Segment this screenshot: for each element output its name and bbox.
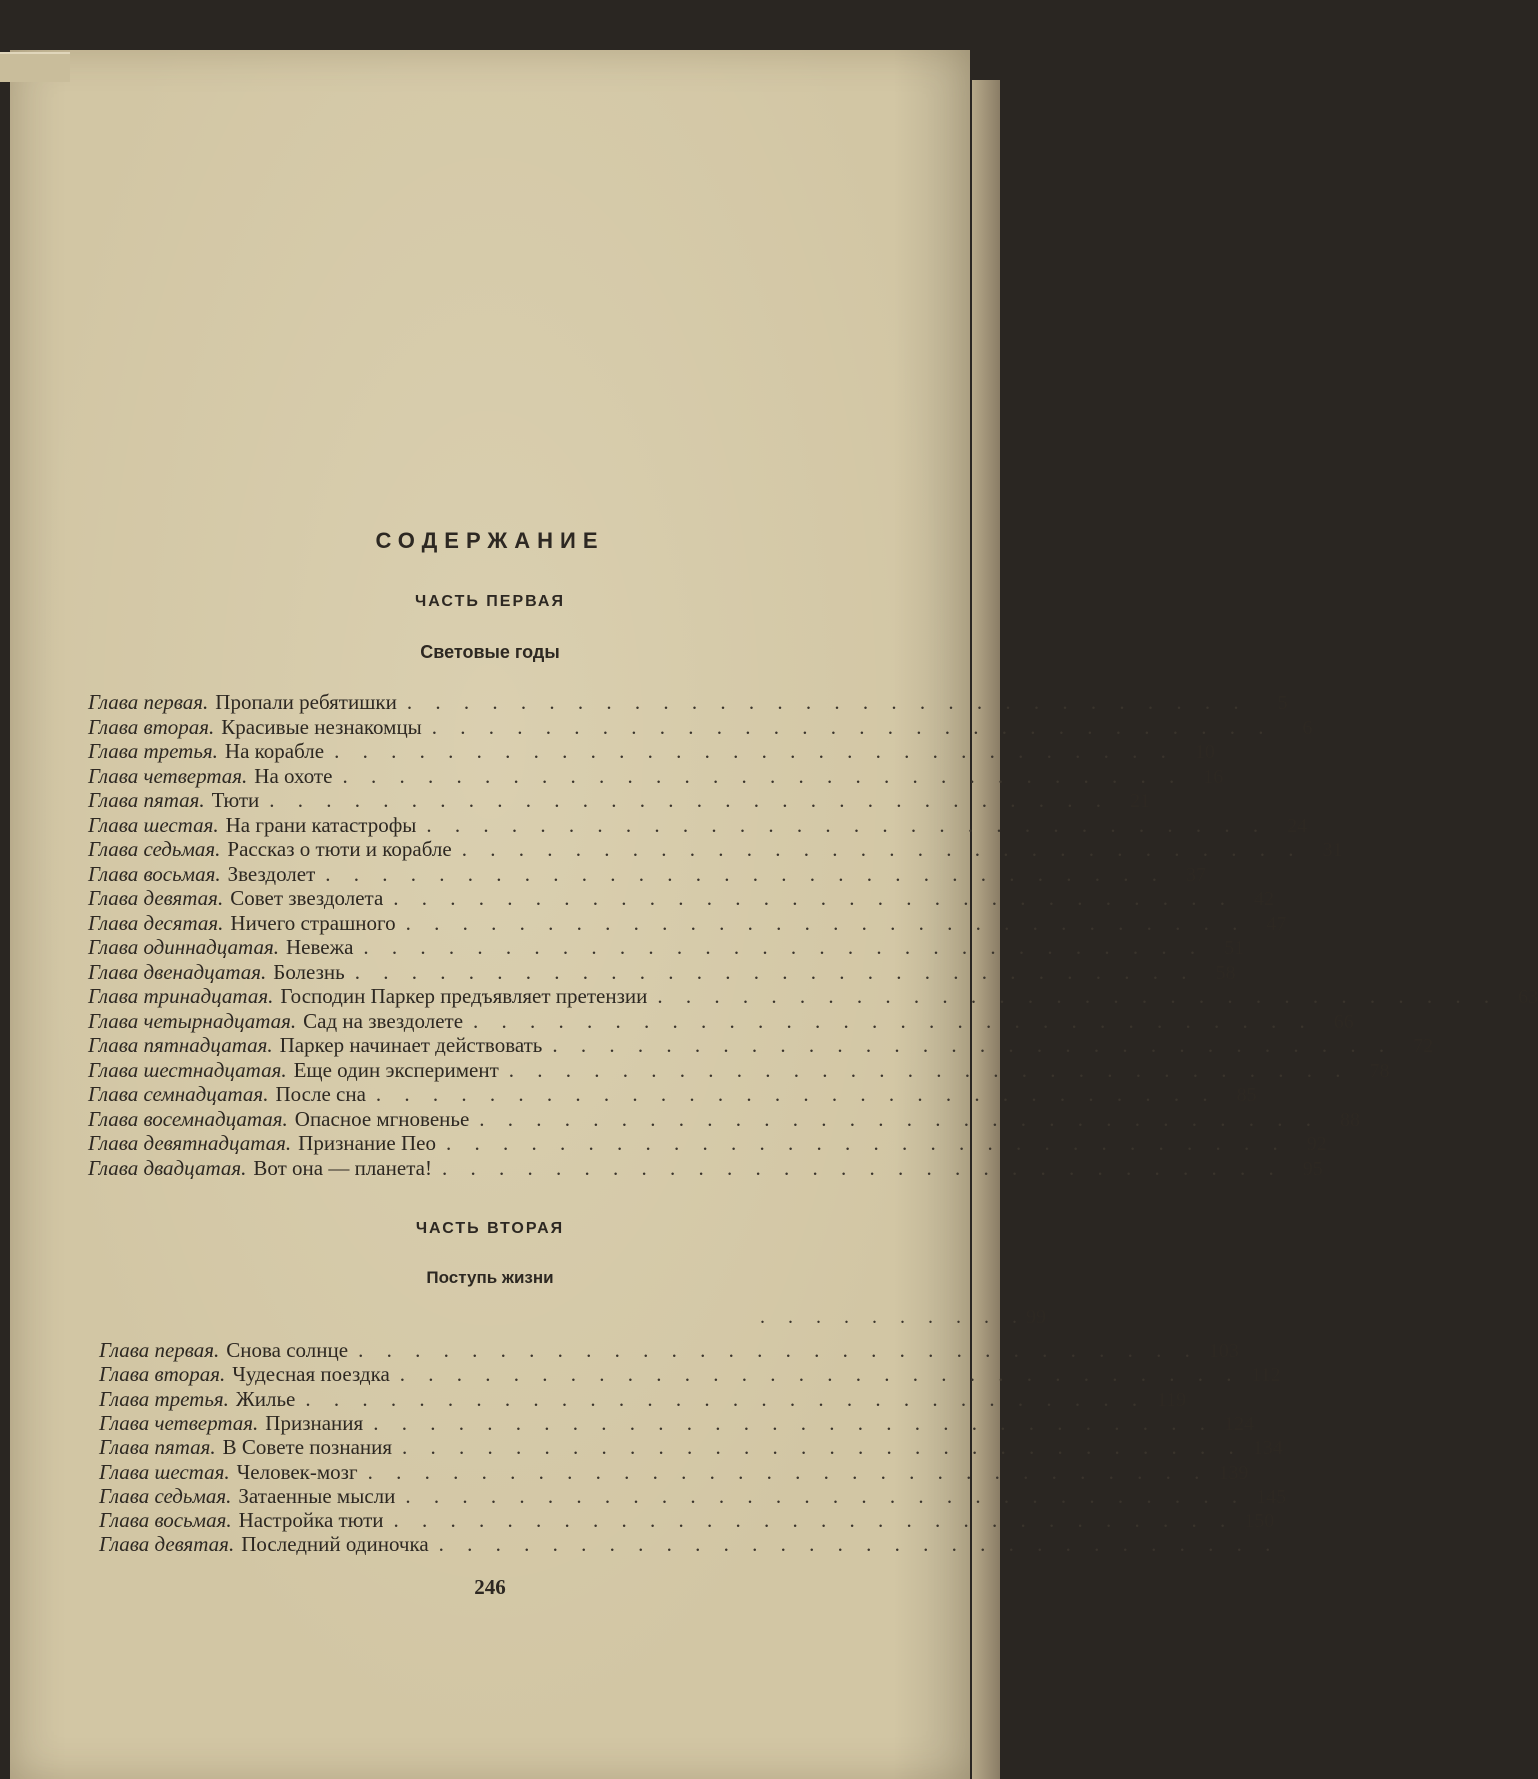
leader-dots: . . . . . . . . . . . . . . . . . . . . . . . . . . . . . .	[393, 1508, 1235, 1533]
leader-dots: . . . . . . . . . . . . . . . . . . . . . . . . . . . . . .	[473, 1008, 1314, 1033]
toc-page: 88	[1340, 1108, 1361, 1131]
toc-page: 139	[1218, 1461, 1249, 1484]
leader-dots: . . . . . . . . . . . . . . . . . . . . . . . . . . . . . .	[402, 1435, 1243, 1460]
chapter-label: Глава восьмая.	[88, 861, 221, 886]
leader-dots: . . . . . . . . . . . . . . . . . . . . . . . . . . . . . .	[461, 837, 1303, 861]
toc-page: 58	[1215, 961, 1236, 984]
toc-page: 78	[1369, 1059, 1390, 1082]
toc-entry	[99, 1459, 1249, 1486]
chapter-title: Затаенные мысли	[238, 1483, 396, 1508]
toc-entry	[88, 1131, 1327, 1157]
toc-entry	[99, 1410, 1254, 1437]
toc-entry	[88, 763, 1224, 790]
leader-dots: . . . . . . . . . . . . . . . . . . . . . . . . . . . . . .	[334, 739, 1175, 763]
toc-page: 112	[1251, 1364, 1281, 1387]
chapter-title: После сна	[275, 1082, 366, 1106]
chapter-label: Глава девятая.	[99, 1532, 235, 1557]
chapter-label: Глава десятая.	[88, 910, 224, 935]
chapter-label: Глава третья.	[88, 739, 218, 763]
chapter-title: В Совете познания	[222, 1435, 393, 1460]
chapter-title: Рассказ о тюти и корабле	[227, 837, 452, 861]
leader-dots: . . . . . . . . . . . . . . . . . . . . . . . . . . . . . .	[431, 714, 1273, 739]
chapter-title: На грани катастрофы	[225, 812, 417, 837]
page-number: 246	[474, 1575, 506, 1599]
toc-page: 72	[1413, 1035, 1434, 1057]
chapter-label: Глава первая.	[99, 1338, 220, 1362]
chapter-title: Опасное мгновенье	[294, 1106, 470, 1131]
chapter-label: Глава третья.	[99, 1386, 229, 1411]
toc-page: 6	[1302, 716, 1313, 739]
chapter-title: Господин Паркер предъявляет претензии	[280, 984, 648, 1008]
chapter-title: Ничего страшного	[230, 910, 396, 935]
chapter-title: Человек-мозг	[236, 1459, 358, 1484]
chapter-label: Глава седьмая.	[88, 837, 221, 861]
chapter-label: Глава одиннадцатая.	[88, 935, 279, 959]
part-one-title: ЧАСТЬ ПЕРВАЯ	[415, 593, 565, 610]
toc-entry	[99, 1362, 1281, 1388]
leader-dots: . . . . . . . . . . . . . . . . . . . . . . . . . . . . . .	[445, 1131, 1287, 1155]
leader-dots: . . . . . . . . . . . . . . . . . . . . . . . . . . . . . .	[358, 1338, 1199, 1362]
chapter-label: Глава седьмая.	[99, 1483, 232, 1508]
toc-page: 85	[1236, 1084, 1257, 1106]
chapter-title: Совет звездолета	[230, 886, 384, 910]
chapter-label: Глава пятая.	[99, 1435, 216, 1460]
chapter-label: Глава шестая.	[99, 1459, 230, 1484]
toc-entry	[88, 1155, 1323, 1182]
toc-entry	[88, 714, 1313, 741]
chapter-label: Глава шестая.	[88, 812, 219, 837]
toc-page: 124	[1223, 1412, 1254, 1435]
chapter-label: Глава тринадцатая.	[88, 984, 274, 1008]
chapter-label: Глава четвертая.	[88, 763, 248, 788]
leader-dots: . . . . . . . . . . . . . . . . . . . . . . . . . . . . . .	[441, 1155, 1283, 1180]
part-two-title: ЧАСТЬ ВТОРАЯ	[415, 1220, 565, 1237]
toc-entry	[99, 1483, 1287, 1510]
chapter-label: Глава четырнадцатая.	[88, 1008, 297, 1033]
toc-page: 99	[1026, 1306, 1046, 1328]
toc-page: 95	[1302, 1157, 1323, 1180]
toc-entry	[88, 910, 1287, 937]
leader-dots: . . . . . . . . . . . . . . . . . . . . . . . . . . . . . .	[405, 1483, 1247, 1508]
toc-page: 16	[1203, 765, 1224, 788]
toc-page: 5	[1277, 692, 1288, 714]
toc-page: 47	[1266, 912, 1287, 935]
leader-dots: . . . . . . . . . . . . . . . . . . . . . . . . . . . . . .	[393, 886, 1235, 910]
leader-dots: . . . . . . . . . . . . . . . . . . . . . . . . . . . . . .	[438, 1532, 1280, 1557]
chapter-label: Глава вторая.	[88, 714, 215, 739]
chapter-label: Глава пятая.	[88, 788, 205, 812]
chapter-title: Признание Пео	[298, 1131, 436, 1155]
chapter-title: Болезнь	[273, 959, 345, 984]
toc-entry	[88, 935, 1245, 961]
chapter-title: Пропали ребятишки	[215, 690, 397, 714]
toc-entry	[88, 886, 1275, 912]
leader-dots: . . . . . . . . . . . . . . . . . . . . . . . . . . . . . .	[325, 861, 1167, 886]
chapter-label: Глава пятнадцатая.	[88, 1033, 273, 1057]
chapter-title: Настройка тюти	[238, 1508, 384, 1533]
leader-dots: . . . . . . . . . . . . . . . . . . . . . . . . . . . . . .	[657, 984, 1499, 1008]
leader-dots: . . . . . . . . . . . . . . . . . . . . . . . . . . . . . .	[552, 1033, 1394, 1057]
toc-entry	[99, 1532, 1280, 1558]
toc-page: 66	[1333, 1010, 1354, 1033]
toc-entry	[99, 1435, 1283, 1461]
chapter-label: Глава двенадцатая.	[88, 959, 267, 984]
leader-dots: . . . . . . . . . . . . . . . . . . . . . . . . . . . . . .	[405, 910, 1247, 935]
part-one-section-title: Световые годы	[420, 642, 560, 662]
leader-dots: . . . . . . . . . . . . . . . . . . . . . . . . . . . . . .	[479, 1106, 1321, 1131]
leader-dots: . . . . . . . . . . . . . . . . . . . . . . . . . . . . . .	[508, 1057, 1350, 1082]
leader-dots: . . . . . . . . . . . . . . . . . . . . . . . . . . . . . .	[426, 812, 1268, 837]
toc-page: 37	[1186, 863, 1207, 886]
toc-page: 63	[1518, 986, 1538, 1008]
part-two-section-page	[760, 1306, 1046, 1332]
chapter-title: На корабле	[224, 739, 325, 763]
leader-dots: . . . . . . . . . .	[760, 1306, 1026, 1328]
chapter-label: Глава первая.	[88, 690, 209, 714]
leader-dots: . . . . . . . . . . . . . . . . . . . . . . . . . . . . . .	[406, 690, 1248, 714]
chapter-title: Паркер начинает действовать	[279, 1033, 543, 1057]
chapter-title: Звездолет	[227, 861, 316, 886]
leader-dots: . . . . . . . . . . . . . . . . . . . . . . . . . . . . . .	[342, 763, 1184, 788]
chapter-title: Еще один эксперимент	[293, 1057, 499, 1082]
leader-dots: . . . . . . . . . . . . . . . . . . . . . . . . . . . . . .	[354, 959, 1196, 984]
chapter-title: Признания	[265, 1410, 364, 1435]
chapter-label: Глава четвертая.	[99, 1410, 259, 1435]
toc-page: 51	[1224, 937, 1245, 959]
chapter-title: Жилье	[235, 1386, 296, 1411]
toc-page: 103	[1208, 1340, 1239, 1362]
toc-entry	[88, 959, 1236, 986]
toc-entry	[88, 812, 1308, 839]
toc-page: 92	[1306, 1133, 1327, 1155]
toc-entry	[88, 837, 1343, 863]
leader-dots: . . . . . . . . . . . . . . . . . . . . . . . . . . . . . .	[363, 935, 1205, 959]
chapter-label: Глава восемнадцатая.	[88, 1106, 288, 1131]
toc-entry	[88, 861, 1207, 888]
leader-dots: . . . . . . . . . . . . . . . . . . . . . . . . . . . . . .	[305, 1386, 1147, 1411]
toc-page: 31	[1322, 839, 1343, 861]
toc-page: 10	[1194, 741, 1215, 763]
toc-page: 119	[1156, 1388, 1187, 1411]
chapter-label: Глава вторая.	[99, 1362, 226, 1387]
chapter-title: Невежа	[285, 935, 354, 959]
chapter-label: Глава восьмая.	[99, 1508, 232, 1533]
toc-entry	[99, 1508, 1275, 1534]
toc-entry	[88, 690, 1288, 716]
toc-entry	[88, 1008, 1354, 1035]
leader-dots: . . . . . . . . . . . . . . . . . . . . . . . . . . . . . .	[399, 1362, 1241, 1387]
toc-page: 24	[1287, 814, 1308, 837]
toc-page: 145	[1256, 1485, 1287, 1508]
chapter-title: Снова солнце	[226, 1338, 349, 1362]
toc-page: 134	[1252, 1437, 1283, 1460]
toc-entry	[88, 739, 1215, 765]
chapter-title: Сад на звездолете	[303, 1008, 464, 1033]
leader-dots: . . . . . . . . . . . . . . . . . . . . . . . . . . . . . .	[375, 1082, 1217, 1106]
toc-entry	[88, 788, 1151, 814]
chapter-label: Глава семнадцатая.	[88, 1082, 269, 1106]
leader-dots: . . . . . . . . . . . . . . . . . . . . . . . . . . . . . .	[367, 1459, 1209, 1484]
toc-entry	[88, 1106, 1361, 1133]
toc-entry	[88, 1033, 1434, 1059]
chapter-label: Глава девятнадцатая.	[88, 1131, 292, 1155]
toc-entry	[88, 984, 1538, 1010]
chapter-title: Чудесная поездка	[232, 1362, 390, 1387]
chapter-label: Глава шестнадцатая.	[88, 1057, 287, 1082]
toc-page: 42	[1254, 888, 1275, 910]
contents-title: СОДЕРЖАНИЕ	[375, 528, 605, 553]
part-two-section-title: Поступь жизни	[426, 1268, 554, 1287]
page-edge	[0, 52, 70, 82]
chapter-title: Тюти	[211, 788, 260, 812]
chapter-label: Глава девятая.	[88, 886, 224, 910]
chapter-title: Последний одиночка	[241, 1532, 429, 1557]
toc-page: 21	[1130, 790, 1151, 812]
toc-entry	[88, 1082, 1257, 1108]
toc-page: 150	[1244, 1510, 1275, 1533]
toc-entry	[99, 1338, 1239, 1364]
chapter-title: На охоте	[254, 763, 333, 788]
chapter-title: Красивые незнакомцы	[221, 714, 422, 739]
leader-dots: . . . . . . . . . . . . . . . . . . . . . . . . . . . . . .	[269, 788, 1111, 812]
toc-entry	[88, 1057, 1390, 1084]
toc-entry	[99, 1386, 1187, 1413]
leader-dots: . . . . . . . . . . . . . . . . . . . . . . . . . . . . . .	[373, 1410, 1214, 1435]
chapter-label: Глава двадцатая.	[88, 1155, 247, 1180]
chapter-title: Вот она — планета!	[253, 1155, 432, 1180]
